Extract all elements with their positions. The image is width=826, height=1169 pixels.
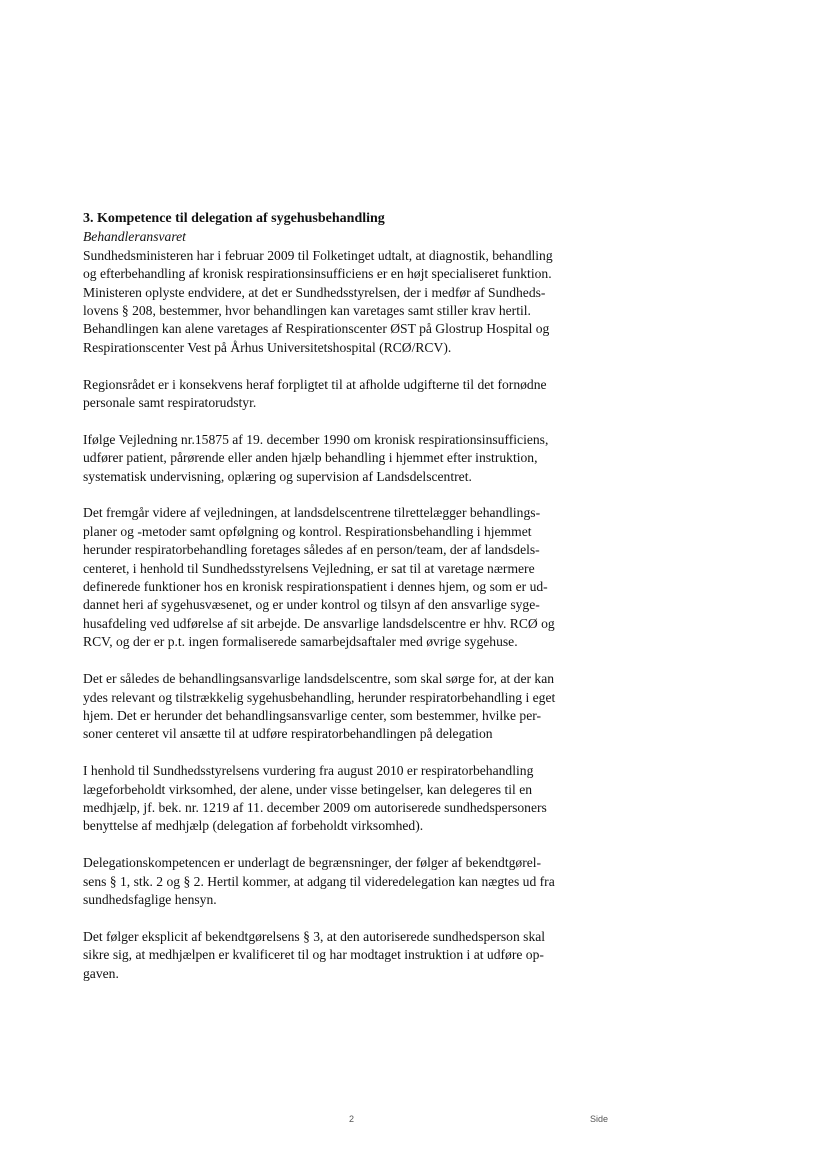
paragraph-3 bbox=[83, 431, 628, 486]
paragraph-line: ydes relevant og tilstrækkelig sygehusbehandling, herunder respiratorbehandling i eget bbox=[83, 689, 556, 705]
paragraph-line: Det følger eksplicit af bekendtgørelsens § 3, at den autoriserede sundhedsperson skal bbox=[83, 928, 546, 944]
paragraph-5 bbox=[83, 670, 628, 744]
paragraph-line: benyttelse af medhjælp (delegation af forbeholdt virksomhed). bbox=[83, 818, 424, 834]
paragraph-line: personale samt respiratorudstyr. bbox=[83, 395, 257, 411]
paragraph-line: Det fremgår videre af vejledningen, at landsdelscentrene tilrettelægger behandlings- bbox=[83, 505, 541, 521]
paragraph-2 bbox=[83, 376, 628, 413]
paragraph-8 bbox=[83, 928, 628, 983]
paragraph-line: I henhold til Sundhedsstyrelsens vurdering fra august 2010 er respiratorbehandling bbox=[83, 763, 534, 779]
paragraph-7 bbox=[83, 854, 628, 909]
paragraph-line: soner centeret vil ansætte til at udføre respiratorbehandlingen på delegation bbox=[83, 726, 493, 742]
paragraph-line: lægeforbeholdt virksomhed, der alene, under visse betingelser, kan delegeres til en bbox=[83, 781, 533, 797]
paragraph-line: Sundhedsministeren har i februar 2009 til Folketinget udtalt, at diagnostik, behandling bbox=[83, 247, 553, 263]
paragraph-1 bbox=[83, 247, 628, 357]
section-heading: 3. Kompetence til delegation af sygehusbehandling bbox=[83, 211, 385, 226]
paragraph-line: Det er således de behandlingsansvarlige landsdelscentre, som skal sørge for, at der kan bbox=[83, 671, 555, 687]
paragraph-4 bbox=[83, 504, 628, 651]
section-subheading: Behandleransvaret bbox=[83, 229, 186, 245]
paragraph-line: Ifølge Vejledning nr.15875 af 19. december 1990 om kronisk respirationsinsufficiens, bbox=[83, 431, 549, 447]
paragraph-line: planer og -metoder samt opfølgning og kontrol. Respirationsbehandling i hjemmet bbox=[83, 523, 532, 539]
paragraph-line: lovens § 208, bestemmer, hvor behandlingen kan varetages samt stiller krav hertil. bbox=[83, 303, 531, 319]
footer-side-label: Side bbox=[590, 1114, 609, 1124]
paragraph-line: udfører patient, pårørende eller anden hjælp behandling i hjemmet efter instruktion, bbox=[83, 450, 538, 466]
document-body bbox=[83, 210, 628, 1001]
paragraph-line: RCV, og der er p.t. ingen formaliserede samarbejdsaftaler med øvrige sygehuse. bbox=[83, 634, 518, 650]
paragraph-line: hjem. Det er herunder det behandlingsansvarlige center, som bestemmer, hvilke per- bbox=[83, 707, 542, 723]
footer-page-number: 2 bbox=[349, 1114, 355, 1124]
paragraph-line: Regionsrådet er i konsekvens heraf forpligtet til at afholde udgifterne til det fornødne bbox=[83, 376, 547, 392]
paragraph-line: Ministeren oplyste endvidere, at det er Sundhedsstyrelsen, der i medfør af Sundheds- bbox=[83, 284, 546, 300]
paragraph-line: sikre sig, at medhjælpen er kvalificeret til og har modtaget instruktion i at udføre op- bbox=[83, 947, 544, 963]
paragraph-line: dannet heri af sygehusvæsenet, og er under kontrol og tilsyn af den ansvarlige syge- bbox=[83, 597, 540, 613]
paragraph-line: husafdeling ved udførelse af sit arbejde. De ansvarlige landsdelscentre er hhv. RCØ og bbox=[83, 615, 555, 631]
paragraph-line: definerede funktioner hos en kronisk respirationspatient i dennes hjem, og som er ud- bbox=[83, 579, 548, 595]
paragraph-line: herunder respiratorbehandling foretages således af en person/team, der af landsdels- bbox=[83, 542, 540, 558]
paragraph-line: og efterbehandling af kronisk respirationsinsufficiens er en højt specialiseret funktion. bbox=[83, 266, 552, 282]
paragraph-line: Behandlingen kan alene varetages af Respirationscenter ØST på Glostrup Hospital og bbox=[83, 321, 550, 337]
paragraph-line: sundhedsfaglige hensyn. bbox=[83, 891, 217, 907]
paragraph-line: sens § 1, stk. 2 og § 2. Hertil kommer, at adgang til videredelegation kan nægtes ud fra bbox=[83, 873, 555, 889]
paragraph-line: Delegationskompetencen er underlagt de begrænsninger, der følger af bekendtgørel- bbox=[83, 855, 542, 871]
paragraph-line: systematisk undervisning, oplæring og supervision af Landsdelscentret. bbox=[83, 468, 472, 484]
paragraph-6 bbox=[83, 762, 628, 836]
paragraph-line: gaven. bbox=[83, 965, 119, 981]
paragraph-line: medhjælp, jf. bek. nr. 1219 af 11. december 2009 om autoriserede sundhedspersoners bbox=[83, 799, 547, 815]
paragraph-line: Respirationscenter Vest på Århus Universitetshospital (RCØ/RCV). bbox=[83, 339, 452, 355]
paragraph-line: centeret, i henhold til Sundhedsstyrelsens Vejledning, er sat til at varetage nærmere bbox=[83, 560, 535, 576]
